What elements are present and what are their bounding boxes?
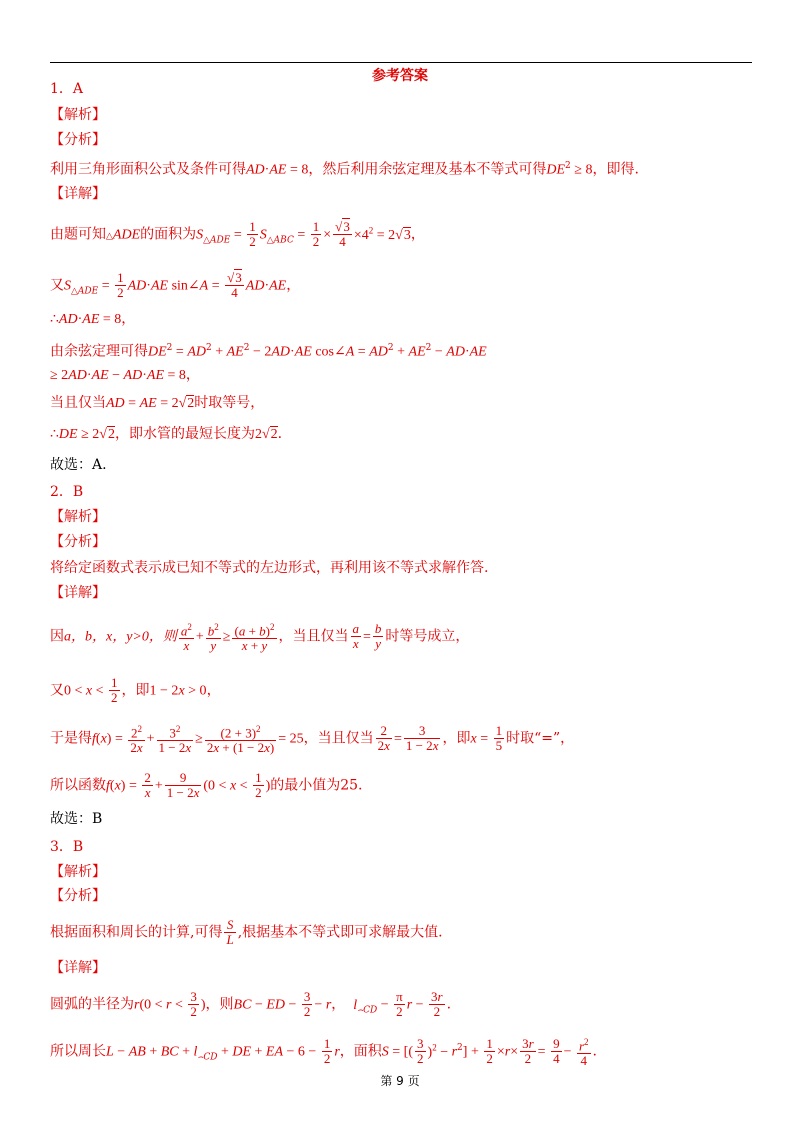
q2-fenxi-text: 将给定函数式表示成已知不等式的左边形式，再利用该不等式求解作答. (50, 560, 489, 576)
page-title: 参考答案 (372, 68, 428, 84)
q3-detail-line-2: 所以周长L − AB + BC + $l_{⌢CD}$ + DE + EA − 6 − $\frac{1}{2}$ r，面积S = [( $\frac{3}{2}$ )$^2 - r^2$] + $\frac{1}{2}$ ×r× $\frac{3r}{2}$ = $\frac{9}{4}$ − $\frac{r^2}{4}$ . (50, 1036, 597, 1069)
q1-detail-line-2: 又$S_{\triangle ADE}$ = $\frac{1}{2}$ AD·AE sin∠A = $\frac{√3}{4}$ AD·AE， (50, 270, 301, 300)
q3-jiexi-tag: 【解析】 (50, 864, 106, 880)
q1-jiexi-tag: 【解析】 (50, 107, 106, 123)
q2-detail-line-3: 于是得f(x) = $\frac{2^2}{2x}$ + $\frac{3^2}{1 - 2x}$ ≥ $\frac{(2 + 3)^2}{2x + (1 - 2x)}$ = 25，当且仅当 $\frac{2}{2x}$ = $\frac{3}{1 - 2x}$ ，即x = $\frac{1}{5}$ 时取“=”， (50, 723, 575, 756)
q1-detail-line-3: ∴AD·AE = 8， (50, 311, 136, 327)
q3-xiangjie-tag: 【详解】 (50, 960, 106, 976)
q2-xiangjie-tag: 【详解】 (50, 585, 106, 601)
q1-detail-line-1: 由题可知△ADE的面积为$S_{\triangle ADE}$ = $\frac{1}{2}$ $S_{\triangle ABC}$ = $\frac{1}{2}$ × $\frac{√3}{4}$ $\times 4^2 = 2√3$， (50, 219, 425, 249)
q2-detail-line-4: 所以函数f(x) = $\frac{2}{x}$ + $\frac{9}{1 - 2x}$ (0 < x < $\frac{1}{2}$ )的最小值为25. (50, 770, 363, 800)
q1-detail-line-5: ≥ 2AD·AE − AD·AE = 8， (50, 367, 200, 383)
q2-jiexi-tag: 【解析】 (50, 509, 106, 525)
q1-fenxi-tag: 【分析】 (50, 132, 106, 148)
q1-detail-line-6: 当且仅当AD = AE = 2√2时取等号， (50, 395, 265, 411)
page-number: 第 9 页 (380, 1074, 420, 1088)
q3-fenxi-tag: 【分析】 (50, 888, 106, 904)
q2-detail-line-2: 又0 < x < $\frac{1}{2}$ ，即1 − 2x > 0， (50, 675, 221, 705)
q1-xiangjie-tag: 【详解】 (50, 186, 106, 202)
q2-fenxi-tag: 【分析】 (50, 534, 106, 550)
q2-answer: 2．B (50, 484, 84, 500)
q1-detail-line-4: 由余弦定理可得$DE^2 = AD^2 + AE^2 - 2AD\cdot AE$ cos∠A = $AD^2 + AE^2 - AD\cdot AE$ (50, 343, 487, 360)
q3-detail-line-1: 圆弧的半径为r(0 < r < $\frac{3}{2}$ )，则BC − ED − $\frac{3}{2}$ − r， $l_{⌢CD}$ − $\frac{\pi}{2}$ r − $\frac{3r}{2}$ . (50, 989, 452, 1019)
q2-conclusion: 故选：B (50, 811, 103, 827)
q1-fenxi-text: 利用三角形面积公式及条件可得AD·AE = 8，然后利用余弦定理及基本不等式可得$DE^2 \ge 8$，即得. (50, 161, 639, 178)
q3-fenxi-text: 根据面积和周长的计算,可得 $\frac{S}{L}$ ,根据基本不等式即可求解最大值. (50, 917, 443, 947)
q1-conclusion: 故选：A. (50, 457, 107, 473)
q2-detail-line-1: 因a，b，x，y>0，则 $\frac{a^2}{x}$ + $\frac{b^2}{y}$ ≥ $\frac{(a + b)^2}{x + y}$ ，当且仅当 $\frac{a}{x}$ = $\frac{b}{y}$ 时等号成立， (50, 621, 470, 654)
q3-answer: 3．B (50, 839, 84, 855)
q1-detail-line-7: ∴DE ≥ 2√2，即水管的最短长度为2√2. (50, 426, 283, 442)
header-rule (50, 62, 752, 63)
q1-answer: 1．A (50, 81, 84, 97)
